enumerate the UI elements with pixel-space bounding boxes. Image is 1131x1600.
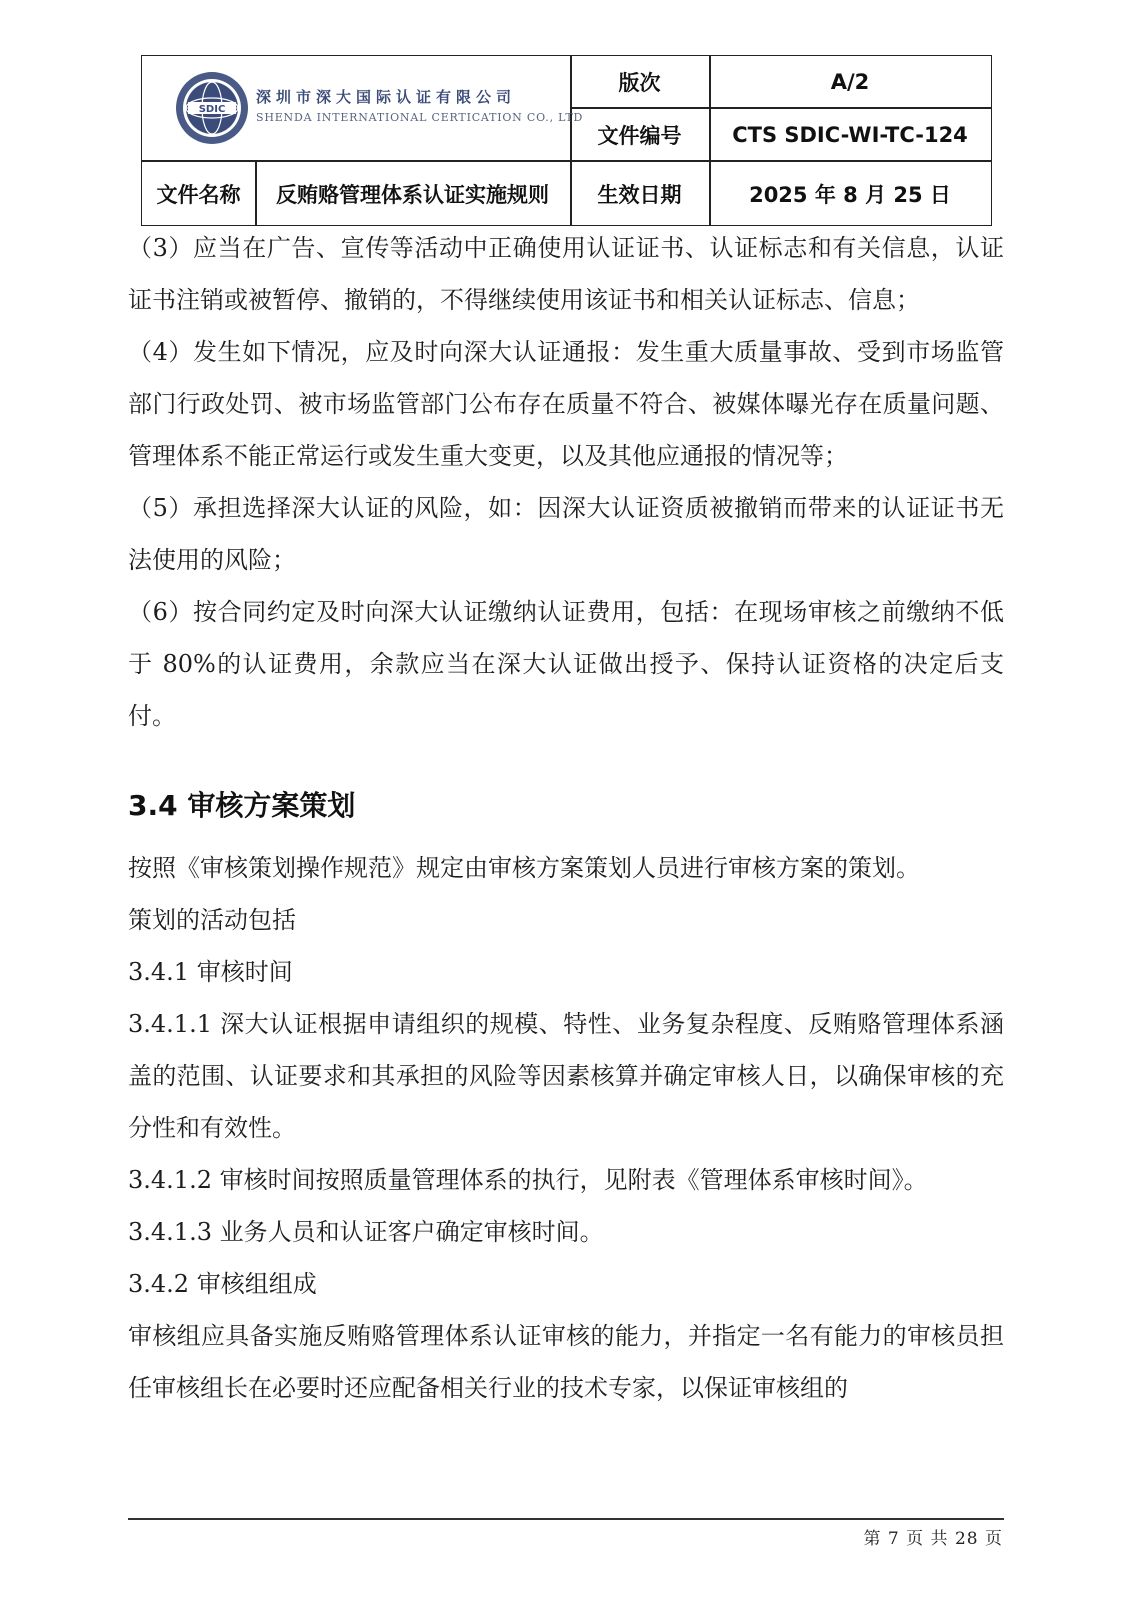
company-name-cn: 深圳市深大国际认证有限公司 <box>256 88 517 106</box>
document-header-table <box>141 55 992 226</box>
effective-date-value: 2025 年 8 月 25 日 <box>749 182 951 207</box>
paragraph: 策划的活动包括 <box>128 906 296 934</box>
logo-mark-text: SDIC <box>198 104 226 115</box>
effective-date-label: 生效日期 <box>597 182 682 207</box>
paragraph: 审核组应具备实施反贿赂管理体系认证审核的能力，并指定一名有能力的审核员担任审核组长在必要时还应配备相关行业的技术专家，以保证审核组的 <box>128 1322 1004 1402</box>
company-seal-icon <box>174 70 250 146</box>
paragraph: 3.4.1.2 审核时间按照质量管理体系的执行，见附表《管理体系审核时间》。 <box>128 1166 928 1194</box>
subsection-heading: 3.4.1 审核时间 <box>128 958 293 986</box>
version-value: A/2 <box>830 70 870 94</box>
paragraph: （4）发生如下情况，应及时向深大认证通报：发生重大质量事故、受到市场监管部门行政处罚、被市场监管部门公布存在质量不符合、被媒体曝光存在质量问题、管理体系不能正常运行或发生重大变更，以及其他应通报的情况等； <box>128 338 1004 470</box>
page-number: 第 7 页 共 28 页 <box>863 1529 1003 1549</box>
paragraph: （3）应当在广告、宣传等活动中正确使用认证证书、认证标志和有关信息，认证证书注销或被暂停、撤销的，不得继续使用该证书和相关认证标志、信息； <box>128 234 1004 314</box>
paragraph: 3.4.1.1 深大认证根据申请组织的规模、特性、业务复杂程度、反贿赂管理体系涵盖的范围、认证要求和其承担的风险等因素核算并确定审核人日，以确保审核的充分性和有效性。 <box>128 1010 1004 1142</box>
footer-rule <box>128 1518 1004 1520</box>
document-body <box>128 222 1004 1414</box>
company-name-en: SHENDA INTERNATIONAL CERTICATION CO., LTD <box>256 111 584 124</box>
version-label: 版次 <box>618 71 661 95</box>
section-heading: 3.4 审核方案策划 <box>128 789 356 822</box>
doc-number-label: 文件编号 <box>597 123 682 148</box>
doc-number-value: CTS SDIC-WI-TC-124 <box>732 122 968 147</box>
doc-name-label: 文件名称 <box>156 182 241 207</box>
subsection-heading: 3.4.2 审核组组成 <box>128 1270 317 1298</box>
paragraph: （5）承担选择深大认证的风险，如：因深大认证资质被撤销而带来的认证证书无法使用的风险； <box>128 494 1004 574</box>
company-logo <box>142 56 584 160</box>
paragraph: 3.4.1.3 业务人员和认证客户确定审核时间。 <box>128 1218 604 1246</box>
paragraph: （6）按合同约定及时向深大认证缴纳认证费用，包括：在现场审核之前缴纳不低于 80%的认证费用，余款应当在深大认证做出授予、保持认证资格的决定后支付。 <box>128 598 1004 730</box>
doc-name-value: 反贿赂管理体系认证实施规则 <box>276 182 549 207</box>
paragraph: 按照《审核策划操作规范》规定由审核方案策划人员进行审核方案的策划。 <box>128 854 920 882</box>
